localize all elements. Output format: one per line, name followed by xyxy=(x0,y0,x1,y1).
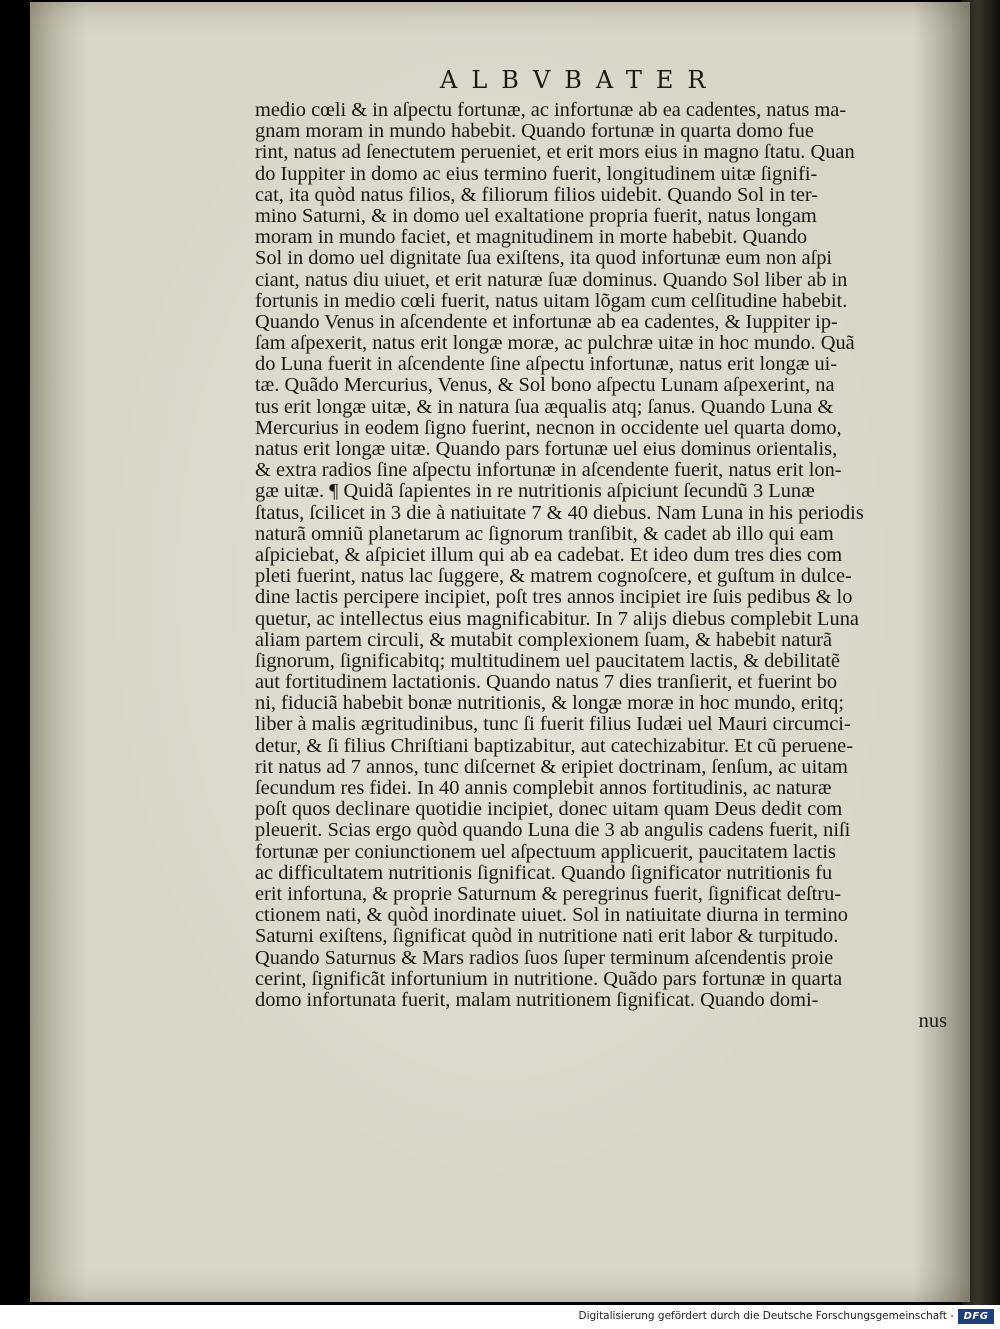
text-line: cat, ita quòd natus filios, & filiorum filios uidebit. Quando Sol in ter- xyxy=(255,183,819,206)
text-line: aliam partem circuli, & mutabit complexionem ſuam, & habebit naturã xyxy=(255,628,832,651)
text-line: ſtatus, ſcilicet in 3 die à natiuitate 7 & 40 diebus. Nam Luna in his periodis xyxy=(255,501,864,524)
text-line: ciant, natus diu uiuet, et erit naturæ ſuæ dominus. Quando Sol liber ab in xyxy=(255,268,848,291)
text-line: tus erit longæ uitæ, & in natura ſua æqualis atq; ſanus. Quando Luna & xyxy=(255,395,834,418)
text-line: pleuerit. Scias ergo quòd quando Luna die 3 ab angulis cadens fuerit, niſi xyxy=(255,819,851,842)
text-line: ſam aſpexerit, natus erit longæ moræ, ac pulchræ uitæ in hoc mundo. Quã xyxy=(255,332,855,355)
footer-credit: Digitalisierung gefördert durch die Deutsche Forschungsgemeinschaft - xyxy=(578,1310,954,1322)
text-line: gnam moram in mundo habebit. Quando fortunæ in quarta domo fue xyxy=(255,120,814,143)
catchword: nus xyxy=(918,1010,947,1033)
text-line: Quando Saturnus & Mars radios ſuos ſuper terminum aſcendentis proie xyxy=(255,946,834,969)
text-line: liber à malis ægritudinibus, tunc ſi fuerit filius Iudæi uel Mauri circumci- xyxy=(255,713,851,736)
text-line: fortunæ per coniunctionem uel aſpectuum applicuerit, paucitatem lactis xyxy=(255,840,836,863)
text-line: medio cœli & in aſpectu fortunæ, ac infortunæ ab ea cadentes, natus ma- xyxy=(255,99,847,121)
text-line: quetur, ac intellectus eius magnificabitur. In 7 alijs diebus complebit Luna xyxy=(255,607,859,630)
text-line: moram in mundo faciet, et magnitudinem in morte habebit. Quando xyxy=(255,226,808,249)
text-line: tæ. Quãdo Mercurius, Venus, & Sol bono aſpectu Lunam aſpexerint, na xyxy=(255,374,835,397)
text-line: do Iuppiter in domo ac eius termino fuerit, longitudinem uitæ ſignifi- xyxy=(255,162,818,185)
text-line: dine lactis percipere incipiet, poſt tres annos incipiet ire ſuis pedibus & lo xyxy=(255,586,853,609)
text-line: rint, natus ad ſenectutem perueniet, et erit mors eius in magno ſtatu. Quan xyxy=(255,141,855,164)
text-line: erit infortuna, & proprie Saturnum & peregrinus fuerit, ſignificat deſtru- xyxy=(255,882,842,905)
dfg-logo: DFG xyxy=(958,1309,994,1324)
text-line: Quando Venus in aſcendente et infortunæ ab ea cadentes, & Iuppiter ip- xyxy=(255,310,838,333)
text-line: detur, & ſi filius Chriſtiani baptizabitur, aut catechizabitur. Et cũ peruene- xyxy=(255,734,853,757)
text-line: domo infortunata fuerit, malam nutritionem ſignificat. Quando domi- xyxy=(255,988,819,1011)
digitization-footer xyxy=(0,1305,1000,1329)
text-line: ſecundum res fidei. In 40 annis complebit annos fortitudinis, ac naturæ xyxy=(255,777,832,799)
text-line: Mercurius in eodem ſigno fuerint, necnon in occidente uel quarta domo, xyxy=(255,416,842,439)
text-line: ni, fiduciã habebit bonæ nutritionis, & longæ moræ in hoc mundo, eritq; xyxy=(255,692,845,715)
text-line: do Luna fuerit in aſcendente ſine aſpectu infortunæ, natus erit longæ ui- xyxy=(255,353,838,376)
text-line: ctionem nati, & quòd inordinate uiuet. Sol in natiuitate diurna in termino xyxy=(255,904,848,927)
text-line: pleti fuerint, natus lac ſuggere, & matrem cognoſcere, et guſtum in dulce- xyxy=(255,565,852,588)
text-line: & extra radios ſine aſpectu infortunæ in aſcendente fuerit, natus erit lon- xyxy=(255,459,842,482)
body-text xyxy=(255,100,955,1032)
text-line: cerint, ſignificãt infortunium in nutritione. Quãdo pars fortunæ in quarta xyxy=(255,967,843,990)
text-line: gæ uitæ. ¶ Quidã ſapientes in re nutritionis aſpiciunt ſecundũ 3 Lunæ xyxy=(255,480,815,503)
text-line: ac difficultatem nutritionis ſignificat. Quando ſignificator nutritionis fu xyxy=(255,861,833,884)
text-line: natus erit longæ uitæ. Quando pars fortunæ uel eius dominus orientalis, xyxy=(255,438,838,460)
text-line: poſt quos declinare quotidie incipiet, donec uitam quam Deus dedit com xyxy=(255,798,843,821)
text-line: rit natus ad 7 annos, tunc diſcernet & eripiet doctrinam, ſenſum, ac uitam xyxy=(255,755,848,778)
text-line: ſignorum, ſignificabitq; multitudinem uel paucitatem lactis, & debilitatẽ xyxy=(255,649,840,672)
text-line: Saturni exiſtens, ſignificat quòd in nutritione nati erit labor & turpitudo. xyxy=(255,925,839,948)
text-line: aut fortitudinem lactationis. Quando natus 7 dies tranſierit, et fuerint bo xyxy=(255,671,838,694)
text-line: mino Saturni, & in domo uel exaltatione propria fuerit, natus longam xyxy=(255,204,817,227)
text-line: aſpiciebat, & aſpiciet illum qui ab ea cadebat. Et ideo dum tres dies com xyxy=(255,543,843,566)
running-head: ALBVBATER xyxy=(440,66,720,94)
text-line: naturã omniũ planetarum ac ſignorum tranſibit, & cadet ab illo qui eam xyxy=(255,522,834,545)
text-line: fortunis in medio cœli fuerit, natus uitam lõgam cum celſitudine habebit. xyxy=(255,289,848,312)
text-line: Sol in domo uel dignitate ſua exiſtens, ita quod infortunæ eum non aſpi xyxy=(255,247,833,270)
